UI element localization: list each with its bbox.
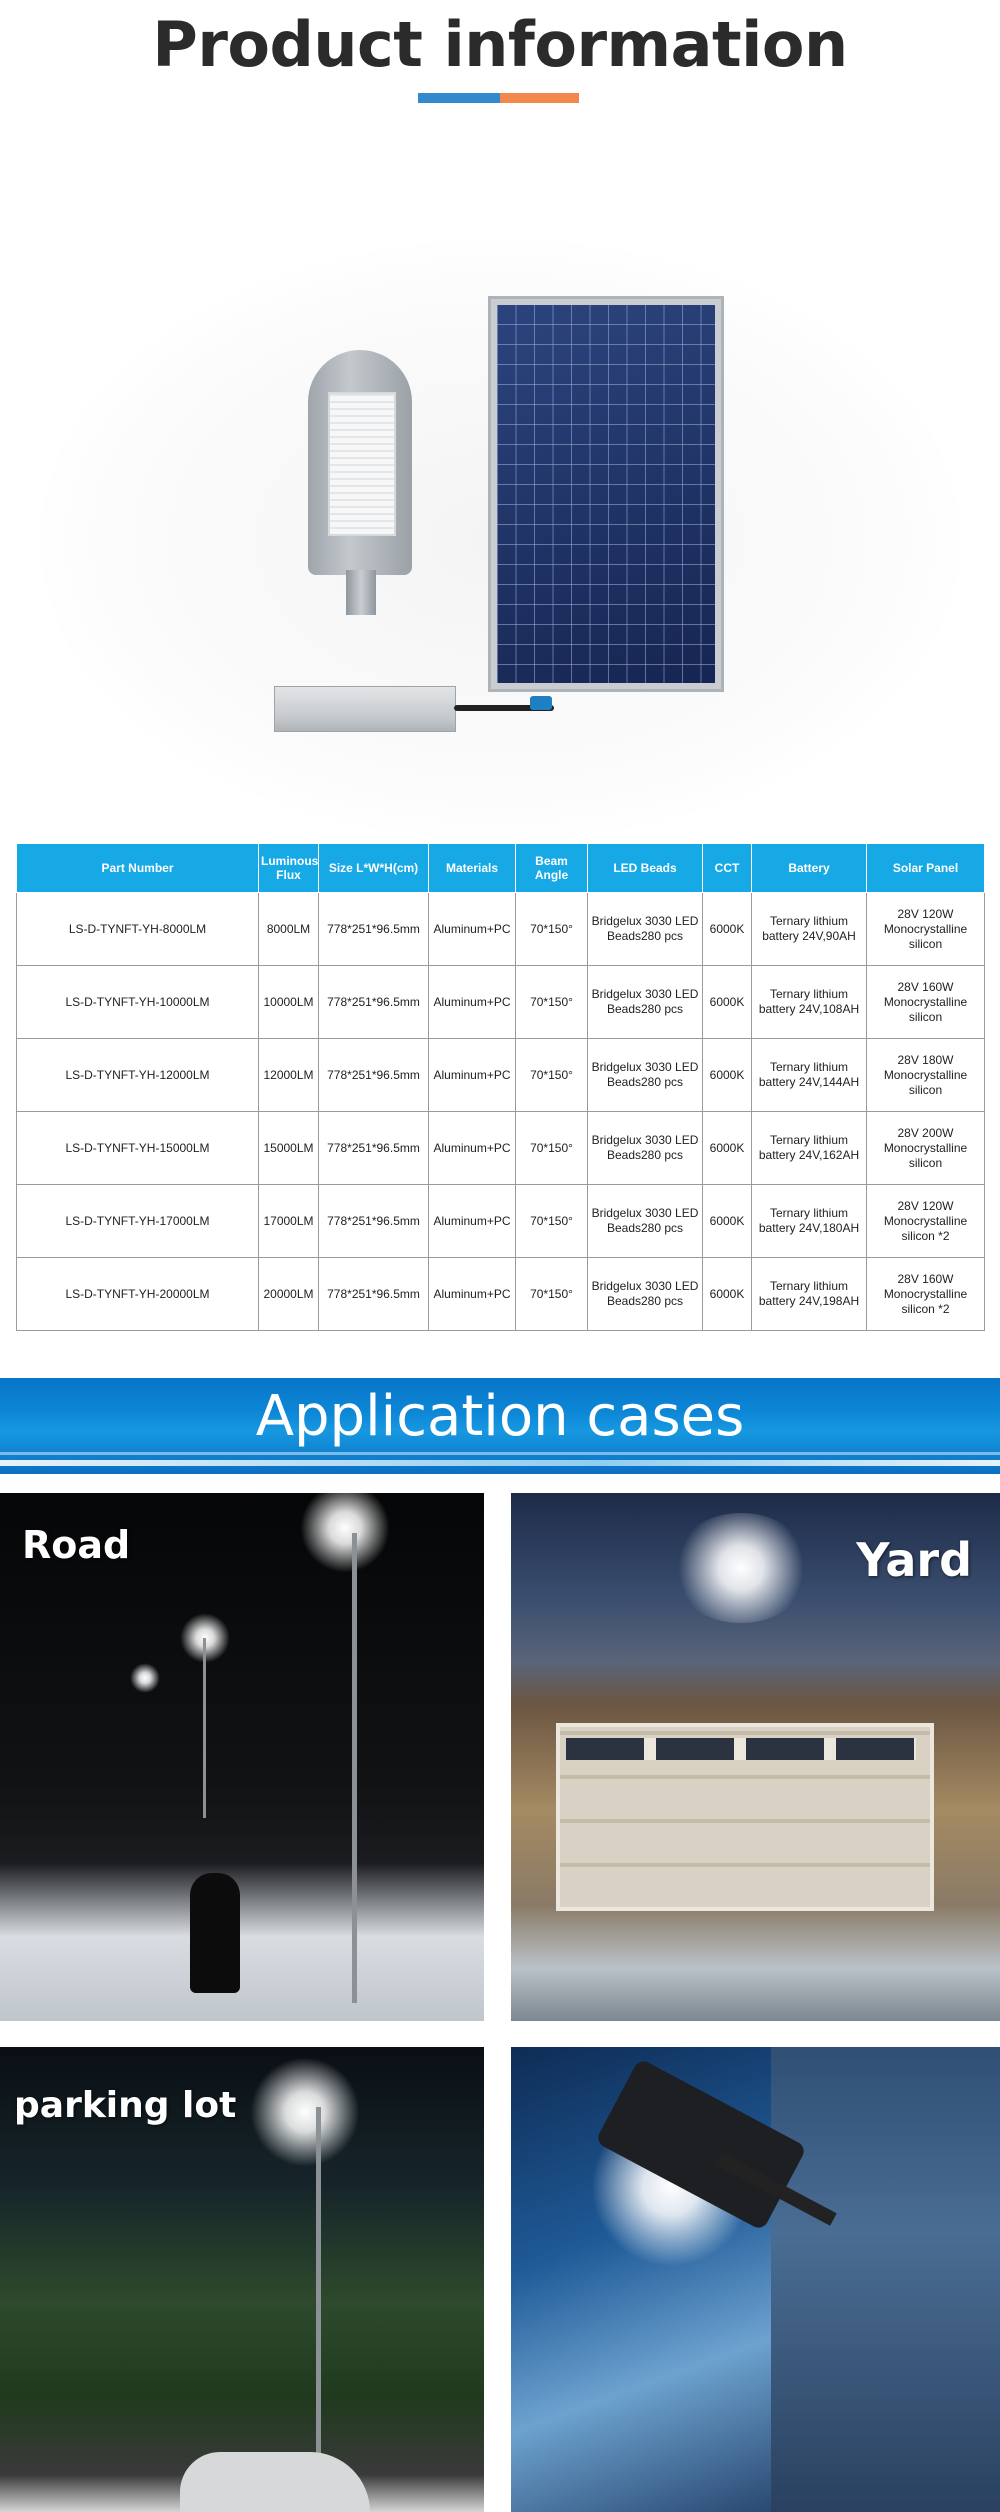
- table-cell: Aluminum+PC: [429, 893, 516, 966]
- table-cell: 6000K: [703, 1112, 752, 1185]
- table-cell: 28V 120W Monocrystalline silicon *2: [867, 1185, 985, 1258]
- case-label-yard: Yard: [856, 1533, 972, 1587]
- table-cell: LS-D-TYNFT-YH-20000LM: [17, 1258, 259, 1331]
- table-cell: LS-D-TYNFT-YH-10000LM: [17, 966, 259, 1039]
- table-cell: Aluminum+PC: [429, 1185, 516, 1258]
- table-cell: 70*150°: [516, 1258, 588, 1331]
- table-cell: 70*150°: [516, 966, 588, 1039]
- table-cell: 70*150°: [516, 1039, 588, 1112]
- parking-lot-photo: [0, 2047, 484, 2512]
- table-cell: 28V 120W Monocrystalline silicon: [867, 893, 985, 966]
- road-photo: [0, 1493, 484, 2021]
- table-cell: 15000LM: [259, 1112, 319, 1185]
- table-cell: Aluminum+PC: [429, 966, 516, 1039]
- table-cell: Bridgelux 3030 LED Beads280 pcs: [588, 1039, 703, 1112]
- table-cell: 28V 180W Monocrystalline silicon: [867, 1039, 985, 1112]
- application-cases-banner: [0, 1378, 1000, 1474]
- table-cell: 70*150°: [516, 893, 588, 966]
- table-cell: 8000LM: [259, 893, 319, 966]
- table-row: [17, 1112, 985, 1185]
- table-cell: Aluminum+PC: [429, 1112, 516, 1185]
- table-cell: Bridgelux 3030 LED Beads280 pcs: [588, 966, 703, 1039]
- table-row: [17, 1039, 985, 1112]
- table-cell: LS-D-TYNFT-YH-12000LM: [17, 1039, 259, 1112]
- table-row: [17, 1185, 985, 1258]
- table-cell: 6000K: [703, 966, 752, 1039]
- person-silhouette: [190, 1873, 240, 1993]
- solar-panel-illustration: [488, 296, 724, 692]
- column-header: Part Number: [17, 844, 259, 893]
- table-cell: Bridgelux 3030 LED Beads280 pcs: [588, 1258, 703, 1331]
- table-cell: Ternary lithium battery 24V,180AH: [752, 1185, 867, 1258]
- table-cell: LS-D-TYNFT-YH-15000LM: [17, 1112, 259, 1185]
- table-cell: Bridgelux 3030 LED Beads280 pcs: [588, 1185, 703, 1258]
- table-cell: Ternary lithium battery 24V,162AH: [752, 1112, 867, 1185]
- table-cell: Aluminum+PC: [429, 1039, 516, 1112]
- connector-illustration: [530, 696, 552, 710]
- table-cell: Ternary lithium battery 24V,90AH: [752, 893, 867, 966]
- table-row: [17, 893, 985, 966]
- spec-table: [16, 843, 985, 1331]
- case-label-road: Road: [22, 1523, 131, 1567]
- table-cell: LS-D-TYNFT-YH-17000LM: [17, 1185, 259, 1258]
- table-cell: 12000LM: [259, 1039, 319, 1112]
- table-cell: Bridgelux 3030 LED Beads280 pcs: [588, 1112, 703, 1185]
- title-underline-orange: [500, 93, 579, 103]
- column-header: Materials: [429, 844, 516, 893]
- case-label-parking-lot: parking lot: [14, 2085, 237, 2126]
- spec-header-row: [17, 844, 985, 893]
- table-cell: Bridgelux 3030 LED Beads280 pcs: [588, 893, 703, 966]
- column-header: Size L*W*H(cm): [319, 844, 429, 893]
- table-cell: 28V 200W Monocrystalline silicon: [867, 1112, 985, 1185]
- table-cell: Ternary lithium battery 24V,144AH: [752, 1039, 867, 1112]
- product-image: [0, 200, 1000, 850]
- table-cell: 6000K: [703, 893, 752, 966]
- table-cell: 778*251*96.5mm: [319, 1039, 429, 1112]
- table-cell: 778*251*96.5mm: [319, 893, 429, 966]
- table-cell: 70*150°: [516, 1112, 588, 1185]
- table-cell: 6000K: [703, 1258, 752, 1331]
- yard-photo: [511, 1493, 1000, 2021]
- table-cell: Ternary lithium battery 24V,198AH: [752, 1258, 867, 1331]
- table-cell: 778*251*96.5mm: [319, 1112, 429, 1185]
- application-cases-title: Application cases: [255, 1384, 745, 1449]
- table-row: [17, 1258, 985, 1331]
- table-cell: 28V 160W Monocrystalline silicon *2: [867, 1258, 985, 1331]
- wall-half: [771, 2047, 1000, 2512]
- column-header: Battery: [752, 844, 867, 893]
- column-header: Luminous Flux: [259, 844, 319, 893]
- table-cell: 17000LM: [259, 1185, 319, 1258]
- column-header: CCT: [703, 844, 752, 893]
- page-title: Product information: [152, 8, 848, 81]
- street-lamp-illustration: [308, 350, 412, 615]
- parked-car: [180, 2452, 370, 2512]
- battery-box-illustration: [274, 686, 456, 732]
- title-underline-blue: [418, 93, 500, 103]
- column-header: Beam Angle: [516, 844, 588, 893]
- table-cell: 6000K: [703, 1039, 752, 1112]
- table-cell: 778*251*96.5mm: [319, 966, 429, 1039]
- table-cell: 20000LM: [259, 1258, 319, 1331]
- solar-street-light-photo: [511, 2047, 1000, 2512]
- table-cell: 10000LM: [259, 966, 319, 1039]
- column-header: LED Beads: [588, 844, 703, 893]
- table-cell: Ternary lithium battery 24V,108AH: [752, 966, 867, 1039]
- column-header: Solar Panel: [867, 844, 985, 893]
- table-cell: 28V 160W Monocrystalline silicon: [867, 966, 985, 1039]
- table-cell: Aluminum+PC: [429, 1258, 516, 1331]
- table-cell: 6000K: [703, 1185, 752, 1258]
- table-cell: 70*150°: [516, 1185, 588, 1258]
- table-cell: LS-D-TYNFT-YH-8000LM: [17, 893, 259, 966]
- table-row: [17, 966, 985, 1039]
- table-cell: 778*251*96.5mm: [319, 1185, 429, 1258]
- table-cell: 778*251*96.5mm: [319, 1258, 429, 1331]
